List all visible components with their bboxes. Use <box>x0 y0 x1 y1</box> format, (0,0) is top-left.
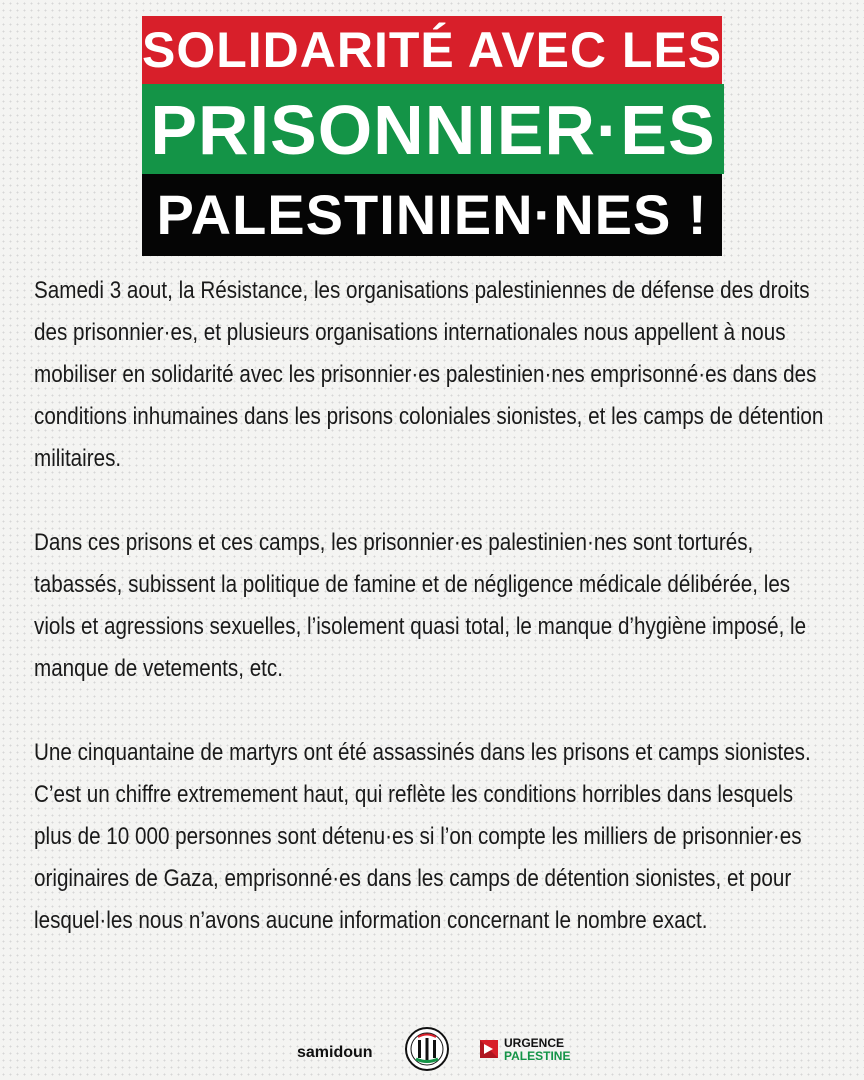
urgence-mark-icon <box>478 1038 500 1060</box>
paragraph-3: Une cinquantaine de martyrs ont été assassinés dans les prisons et camps sionistes. C’est un chiffre extremement haut, qui reflète les conditions horribles dans lesquels plus de 10 000 personnes sont détenu·es si l’on compte les milliers de prisonnier·es originaires de Gaza, emprisonné·es dans les camps de détention sionistes, et pour lesquel·les nous n’avons aucune information concernant le nombre exact. <box>34 739 811 934</box>
headline-line-1: SOLIDARITÉ AVEC LES <box>142 16 722 84</box>
palestine-label: PALESTINE <box>504 1049 571 1063</box>
body-text <box>34 270 834 984</box>
paragraph-2: Dans ces prisons et ces camps, les prisonnier·es palestinien·nes sont torturés, tabassés, subissent la politique de famine et de négligence médicale délibérée, les viols et agressions sexuelles, l’isolement quasi total, le manque d’hygiène imposé, le manque de vetements, etc. <box>34 529 807 682</box>
headline-line-2: PRISONNIER·ES <box>142 84 724 174</box>
footer-logos <box>0 1022 864 1080</box>
prisoners-emblem-icon <box>404 1026 450 1072</box>
urgence-palestine-logo <box>478 1034 578 1070</box>
urgence-label: URGENCE <box>504 1036 565 1050</box>
paragraph-1: Samedi 3 aout, la Résistance, les organisations palestiniennes de défense des droits des prisonnier·es, et plusieurs organisations internationales nous appellent à nous mobiliser en solidarité avec les prisonnier·es palestinien·nes emprisonné·es dans des conditions inhumaines dans les prisons coloniales sionistes, et les camps de détention militaires. <box>34 277 824 472</box>
samidoun-logo: samidoun <box>297 1044 373 1061</box>
headline-line-3: PALESTINIEN·NES ! <box>142 174 722 256</box>
